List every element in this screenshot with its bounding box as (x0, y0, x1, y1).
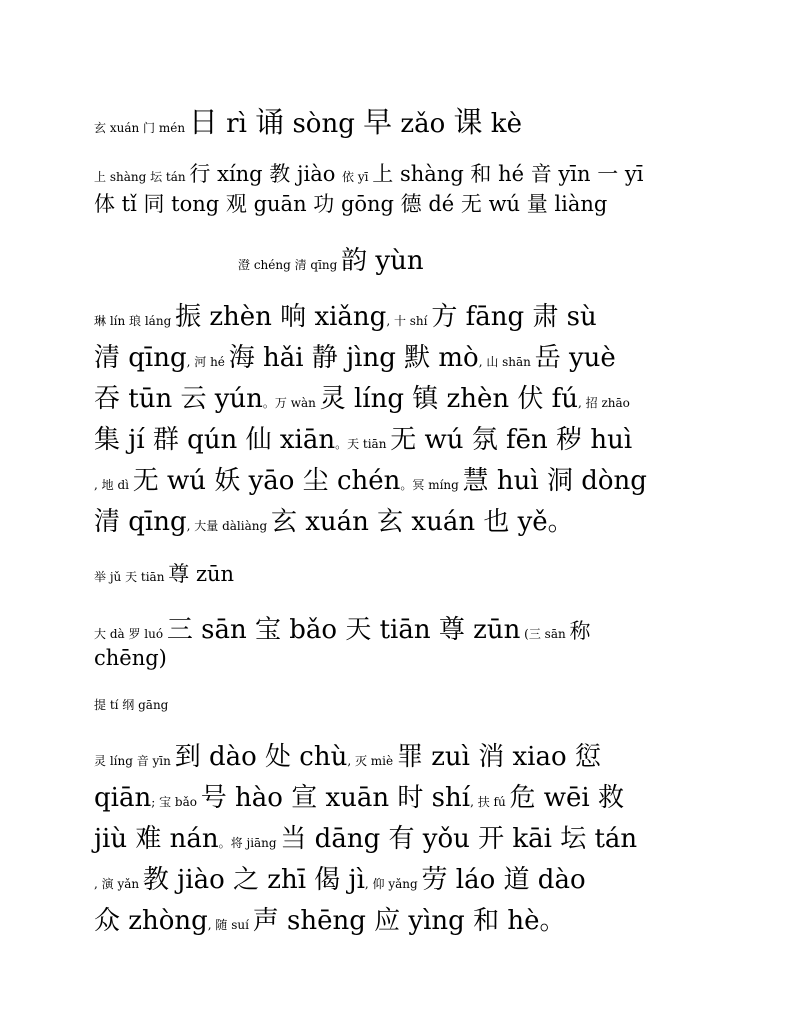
seg: 玄 xuán 玄 xuán 也 yě。 (270, 507, 574, 537)
seg: 诵 (255, 105, 285, 139)
seg: , 大量 dàliàng (186, 519, 271, 533)
seg: , 招 zhāo (578, 396, 630, 410)
seg: 体 tǐ 同 tong 观 guān 功 gōng 德 dé 无 wú 量 liàng (94, 192, 608, 216)
text-line (94, 188, 607, 218)
seg: 澄 chéng 清 qīng (238, 258, 342, 272)
seg: , 河 hé (186, 355, 229, 369)
seg: 到 dào 处 chù (174, 742, 348, 772)
text-line (94, 558, 234, 588)
text-line (94, 501, 574, 538)
seg: ; 宝 bǎo (151, 795, 201, 809)
seg: 门 (143, 121, 156, 135)
seg: 三 sān 宝 bǎo 天 tiān 尊 zūn (166, 615, 521, 645)
seg: , 山 shān (478, 355, 535, 369)
seg: 上 shàng 和 hé 音 yīn 一 yī (372, 162, 644, 186)
seg: 灵 líng 镇 zhèn 伏 fú (319, 384, 579, 414)
seg: 日 (188, 105, 218, 139)
seg: 。天 tiān (335, 437, 391, 451)
seg: 当 dāng 有 yǒu 开 kāi 坛 tán (280, 824, 638, 854)
seg: 振 zhèn 响 xiǎng (175, 302, 387, 332)
seg: 行 xíng 教 jiào (189, 162, 343, 186)
seg: 慧 huì 洞 dòng (462, 466, 647, 496)
seg: chēng) (94, 646, 167, 670)
text-line (94, 378, 630, 415)
seg: 琳 lín 琅 láng (94, 314, 176, 328)
seg: 号 hào 宣 xuān 时 shí (200, 783, 471, 813)
text-line (94, 900, 565, 937)
seg: 吞 tūn 云 yún (94, 384, 263, 414)
text-line (94, 296, 597, 333)
text-line (94, 646, 167, 670)
seg: qiān (94, 783, 152, 813)
text-line (94, 158, 643, 188)
text-line (94, 736, 601, 773)
seg: 无 wú 妖 yāo 尘 chén (132, 466, 401, 496)
seg: 玄 (94, 121, 107, 135)
seg: mén (155, 121, 189, 135)
seg: 韵 yùn (341, 246, 424, 276)
seg: 提 tí 纲 gāng (94, 698, 169, 712)
seg: 早 (363, 105, 393, 139)
seg: 。冥 míng (400, 478, 463, 492)
seg: zǎo (392, 109, 454, 139)
seg: 无 wú 氛 fēn 秽 huì (390, 425, 633, 455)
seg: 方 fāng 肃 sù (431, 302, 597, 332)
text-line (94, 694, 168, 713)
title-line (94, 100, 522, 141)
seg: , 十 shí (386, 314, 432, 328)
section-heading (238, 240, 424, 277)
seg: jiù 难 nán (94, 824, 219, 854)
seg: 众 zhòng (94, 906, 208, 936)
seg: 声 shēng 应 yìng 和 hè。 (252, 906, 566, 936)
seg: 尊 zūn (168, 562, 235, 586)
seg: 罪 zuì 消 xiao 愆 (396, 742, 601, 772)
text-line (94, 818, 637, 855)
seg: (三 sān (520, 627, 570, 641)
text-line (94, 460, 647, 497)
seg: sòng (284, 109, 364, 139)
seg: 教 jiào 之 zhī 偈 jì (142, 865, 365, 895)
seg: 集 jí 群 qún 仙 xiān (94, 425, 336, 455)
seg: , 演 yǎn (94, 877, 143, 891)
seg: 危 wēi 救 (509, 783, 624, 813)
seg: 。万 wàn (262, 396, 320, 410)
seg: 灵 líng 音 yīn (94, 754, 175, 768)
text-line (94, 419, 632, 456)
seg: , 灭 miè (347, 754, 397, 768)
text-line (94, 609, 591, 646)
seg: rì (217, 109, 256, 139)
seg: 岳 yuè (534, 343, 616, 373)
seg: 劳 láo 道 dào (421, 865, 586, 895)
seg: 清 qīng (94, 507, 187, 537)
seg: , 地 dì (94, 478, 133, 492)
seg: , 仰 yǎng (364, 877, 422, 891)
seg: 海 hǎi 静 jìng 默 mò (228, 343, 479, 373)
seg: 上 shàng 坛 tán (94, 170, 190, 184)
text-line (94, 777, 624, 814)
seg: 。将 jiāng (218, 836, 281, 850)
seg: 举 jǔ 天 tiān (94, 570, 169, 584)
seg: , 扶 fú (470, 795, 510, 809)
seg: 课 (453, 105, 483, 139)
seg: 大 dà 罗 luó (94, 627, 167, 641)
seg: , 随 suí (207, 918, 253, 932)
seg: 称 (569, 619, 591, 643)
seg: xuán (106, 121, 144, 135)
seg: 清 qīng (94, 343, 187, 373)
text-line (94, 859, 586, 896)
text-line (94, 337, 616, 374)
seg: 依 yī (342, 170, 373, 184)
seg: kè (482, 109, 522, 139)
